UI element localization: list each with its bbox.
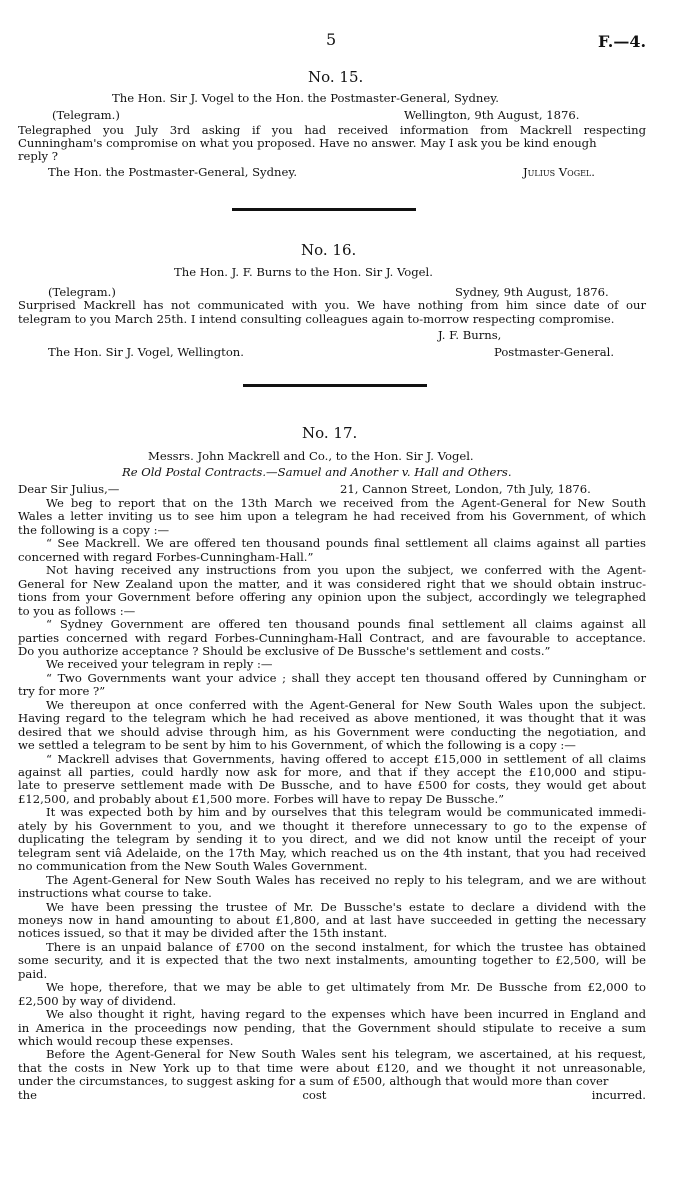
letter-body-line: “ Sydney Government are offered ten thousand pounds final settlement all claims against all — [46, 617, 646, 632]
no15-body-line: Cunningham's compromise on what you proposed. Have no answer. May I ask you be kind enough — [18, 136, 597, 150]
letter-body-line: concerned with regard Forbes-Cunningham-Hall.” — [18, 549, 314, 564]
letter-body-line: to you as follows :— — [18, 603, 136, 618]
letter-body-line: instructions what course to take. — [18, 886, 212, 901]
no15-body-line: Telegraphed you July 3rd asking if you had received information from Mackrell respecting — [18, 123, 646, 137]
letter-body-line: Wales a letter inviting us to see him upon a telegram he had received from his Government, of which — [18, 509, 646, 524]
section-title-no15: No. 15. — [308, 68, 364, 86]
letter-body-line: We also thought it right, having regard to the expenses which have been incurred in England and — [46, 1007, 646, 1022]
no17-address: 21, Cannon Street, London, 7th July, 1876. — [340, 482, 591, 496]
no16-date: Sydney, 9th August, 1876. — [455, 285, 609, 299]
letter-body-line: we settled a telegram to be sent by him to his Government, of which the following is a copy :— — [18, 738, 576, 753]
section-divider — [232, 208, 416, 211]
letter-body-line: under the circumstances, to suggest asking for a sum of £500, although that would more than cover — [18, 1074, 609, 1089]
letter-body-line: paid. — [18, 966, 48, 981]
letter-body-line: “ See Mackrell. We are offered ten thousand pounds final settlement all claims against all parties — [46, 536, 646, 551]
no15-date: Wellington, 9th August, 1876. — [404, 108, 580, 122]
letter-body-line: some security, and it is expected that the two next instalments, amounting together to £2,500, will be — [18, 953, 646, 968]
no15-body-line: reply ? — [18, 149, 58, 163]
section-divider — [243, 384, 427, 387]
letter-body-line: £12,500, and probably about £1,500 more. Forbes will have to repay De Bussche.” — [18, 791, 505, 806]
letter-body-line: “ Mackrell advises that Governments, having offered to accept £15,000 in settlement of all claims — [46, 751, 646, 766]
letter-body-line: the cost incurred. — [18, 1087, 646, 1102]
letter-body-line: We received your telegram in reply :— — [46, 657, 273, 672]
letter-body-line: There is an unpaid balance of £700 on the second instalment, for which the trustee has obtained — [46, 939, 646, 954]
letter-body-line: The Agent-General for New South Wales has received no reply to his telegram, and we are without — [46, 872, 646, 887]
letter-body-line: moneys now in hand amounting to about £1,800, and at last have succeeded in getting the necessary — [18, 912, 646, 927]
letter-body-line: We have been pressing the trustee of Mr. De Bussche's estate to declare a dividend with the — [46, 899, 646, 914]
no15-from-to: The Hon. Sir J. Vogel to the Hon. the Postmaster-General, Sydney. — [112, 91, 499, 105]
no16-from-to: The Hon. J. F. Burns to the Hon. Sir J. Vogel. — [174, 265, 433, 279]
letter-body-line: “ Two Governments want your advice ; shall they accept ten thousand offered by Cunningham or — [46, 670, 646, 685]
letter-body-line: desired that we should advise through him, as his Government were conducting the negotiation, and — [18, 724, 646, 739]
letter-body-line: try for more ?” — [18, 684, 106, 699]
letter-body-line: Not having received any instructions from you upon the subject, we conferred with the Agent- — [46, 563, 646, 578]
letter-body-line: the following is a copy :— — [18, 522, 170, 537]
letter-body-line: duplicating the telegram by sending it to you direct, and we did not know until the receipt of your — [18, 832, 646, 847]
letter-body-line: We thereupon at once conferred with the Agent-General for New South Wales upon the subject. — [46, 697, 646, 712]
letter-body-line: telegram sent viâ Adelaide, on the 17th May, which reached us on the 4th instant, that you had received — [18, 845, 646, 860]
no17-re-line: Re Old Postal Contracts.—Samuel and Another v. Hall and Others. — [122, 465, 512, 479]
letter-body-line: Before the Agent-General for New South Wales sent his telegram, we ascertained, at his request, — [46, 1047, 646, 1062]
letter-body-line: that the costs in New York up to that time were about £120, and we thought it not unreasonable, — [18, 1060, 646, 1075]
letter-body-line: notices issued, so that it may be divided after the 15th instant. — [18, 926, 388, 941]
section-title-no16: No. 16. — [301, 241, 357, 259]
letter-body-line: which would recoup these expenses. — [18, 1034, 234, 1048]
letter-body-line: £2,500 by way of dividend. — [18, 993, 177, 1008]
no16-telegram-label: (Telegram.) — [48, 285, 116, 299]
letter-body-line: We beg to report that on the 13th March we received from the Agent-General for New South — [46, 496, 646, 510]
letter-body-line: General for New Zealand upon the matter, and it was considered right that we should obtain instruc- — [18, 576, 646, 591]
letter-body-line: It was expected both by him and by ourselves that this telegram would be communicated immedi- — [46, 805, 646, 820]
section-title-no17: No. 17. — [302, 424, 358, 442]
no17-from-to: Messrs. John Mackrell and Co., to the Hon. Sir J. Vogel. — [148, 449, 474, 463]
letter-body-line: We hope, therefore, that we may be able to get ultimately from Mr. De Bussche from £2,000 to — [46, 980, 646, 995]
letter-body-line: against all parties, could hardly now ask for more, and that if they accept the £10,000 and stipu- — [18, 765, 646, 779]
no15-signature: Julius Vogel. — [523, 165, 595, 179]
letter-body-line: Having regard to the telegram which he had received as above mentioned, it was thought that it was — [18, 711, 646, 726]
no15-telegram-label: (Telegram.) — [52, 108, 120, 122]
no16-signature: J. F. Burns, — [438, 328, 502, 342]
no15-recipient: The Hon. the Postmaster-General, Sydney. — [48, 165, 298, 179]
letter-body-line: no communication from the New South Wales Government. — [18, 859, 368, 874]
no17-salutation: Dear Sir Julius,— — [18, 482, 120, 496]
page-number: 5 — [326, 30, 337, 49]
letter-body-line: Do you authorize acceptance ? Should be exclusive of De Bussche's settlement and costs.” — [18, 643, 551, 658]
no16-body-line: Surprised Mackrell has not communicated with you. We have nothing from him since date of our — [18, 298, 646, 312]
no16-signature-title: Postmaster-General. — [494, 345, 615, 359]
letter-body-line: late to preserve settlement made with De Bussche, and to have £500 for costs, they would get about — [18, 778, 646, 793]
letter-body-line: ately by his Government to you, and we thought it therefore unnecessary to go to the expense of — [18, 818, 646, 833]
letter-body-line: in America in the proceedings now pending, that the Government should stipulate to receive a sum — [18, 1020, 646, 1035]
letter-body-line: tions from your Government before offering any opinion upon the subject, accordingly we telegraphed — [18, 590, 646, 605]
letter-body-line: parties concerned with regard Forbes-Cunningham-Hall Contract, and are favourable to acceptance. — [18, 630, 646, 645]
no16-recipient: The Hon. Sir J. Vogel, Wellington. — [48, 345, 244, 359]
document-reference: F.—4. — [598, 32, 647, 51]
no16-body-line: telegram to you March 25th. I intend consulting colleagues again to-morrow respecting compromise. — [18, 312, 615, 326]
